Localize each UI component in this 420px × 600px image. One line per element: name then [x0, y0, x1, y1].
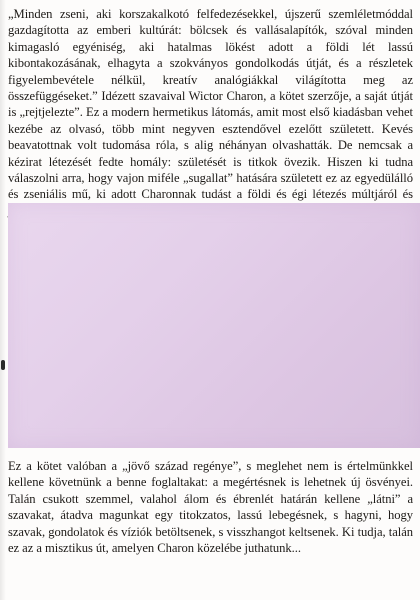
closing-paragraph: Ez a kötet valóban a „jövő század regénye”, s meglehet nem is értelmünkkel kellene követnünk a benne foglaltakat: a megértésnek is lehetnek új ösvényei. Talán csukott szemmel, valahol álom és ébrenlét határán kellene „látni” a szavakat, átadva magunkat egy titokzatos, lassú lebegésnek, s hagyni, hogy szavak, gondolatok és víziók betöltsenek, s visszhangot keltsenek. Ki tudja, talán ez az a misztikus út, amelyen Charon közelébe juthatunk... — [8, 459, 413, 556]
intro-text-block — [8, 6, 413, 219]
intro-paragraph: „Minden zseni, aki korszakalkotó felfedezésekkel, újszerű szemléletmóddal gazdagította az emberi kultúrát: bölcsek és vallásalapítók, szóval minden kimagasló egyéniség, aki hatalmas lökést adott a földi lét lassú kibontakozásának, elhagyta a szokványos gondolkodás útját, és a részletek figyelembevétele nélkül, kreatív analógiákkal világította meg az összefüggéseket.” Idézett szavaival Wictor Charon, a kötet szerzője, a saját útját is „rejtjelezte”. Ez a modern hermetikus látomás, amit most első kiadásban vehet kezébe az olvasó, több mint negyven esztendővel ezelőtt született. Kevés beavatottnak volt tudomása róla, s alig néhányan olvashatták. De nemcsak a kézirat létezését fedte homály: születését is titkok övezik. Hiszen ki tudna válaszolni arra, hogy vajon miféle „sugallat” hatására született ez az egyedülálló és zseniális mű, ki adott Charonnak tudást a földi és égi létezés múltjáról és — [8, 7, 413, 202]
binding-mark — [1, 360, 5, 370]
purple-color-panel — [8, 203, 420, 448]
closing-text-block — [8, 458, 413, 556]
page-edge-shadow — [0, 0, 6, 600]
